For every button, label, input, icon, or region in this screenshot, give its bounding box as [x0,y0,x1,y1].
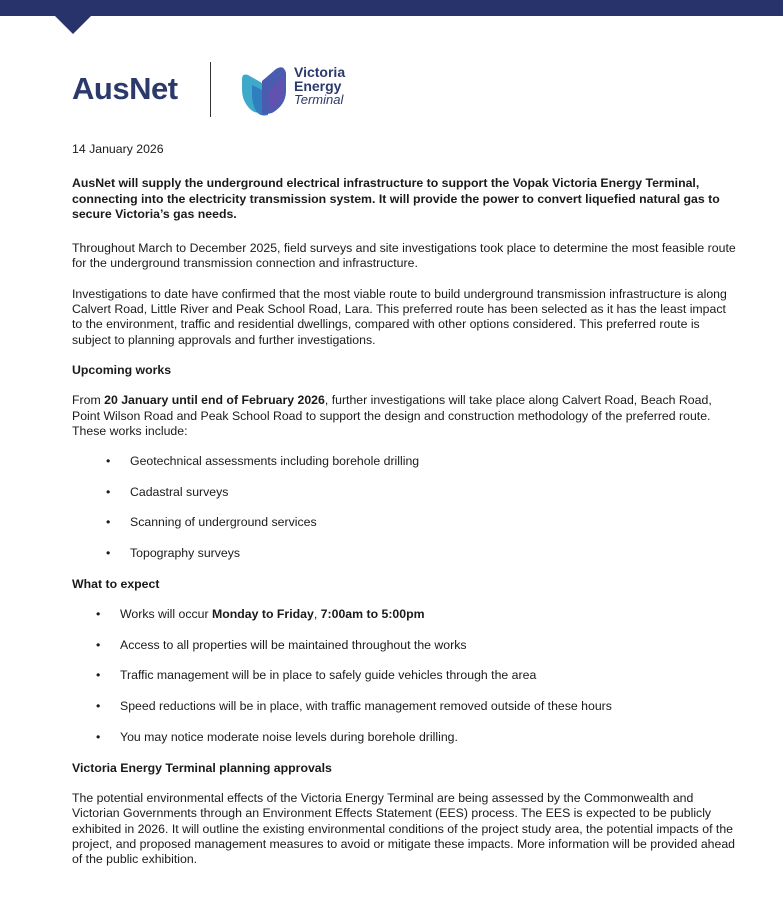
list-item [72,607,737,622]
heading-upcoming-works: Upcoming works [72,362,172,377]
list-item [72,546,737,561]
bullet-icon: • [96,668,101,683]
expect-days: Monday to Friday [212,607,314,622]
logo-line-energy: Energy [294,78,342,94]
logo-area [72,60,392,120]
list-item [72,668,737,683]
list-item [72,730,737,745]
paragraph-planning: The potential environmental effects of the Victoria Energy Terminal are being assessed by the Commonwealth and Victorian Governments through an Environment Effects Statement (EES) process. The EES is expected to be publicly exhibited in 2026. It will outline the existing environmental conditions of the project study area, the potential impacts of the project, and proposed management measures to avoid or mitigate these impacts. More information will be provided ahead of the public exhibition. [72,790,736,867]
list-item-text: Cadastral surveys [130,484,229,499]
heading-what-to-expect: What to expect [72,576,160,591]
list-item [72,699,737,714]
list-item [72,515,737,530]
heading-planning-approvals: Victoria Energy Terminal planning approvals [72,760,332,775]
bullet-icon: • [106,545,111,560]
paragraph-surveys: Throughout March to December 2025, field surveys and site investigations took place to determine the most feasible route for the underground transmission connection and infrastructure. [72,241,736,271]
list-item-text: Traffic management will be in place to safely guide vehicles through the area [120,668,537,683]
list-item [72,454,737,469]
victoria-energy-terminal-mark-icon [238,65,294,117]
list-item-text: You may notice moderate noise levels during borehole drilling. [120,729,458,744]
list-item [72,638,737,653]
list-item-text: Speed reductions will be in place, with traffic management removed outside of these hours [120,699,612,714]
header-bar [0,0,783,16]
list-item-text: Geotechnical assessments including borehole drilling [130,454,420,469]
paragraph-upcoming-works [72,393,737,439]
expect-text-mid: , [313,607,321,622]
list-item-text: Scanning of underground services [130,515,317,530]
lead-paragraph: AusNet will supply the underground electrical infrastructure to support the Vopak Victoria Energy Terminal, connecting into the electricity transmission system. It will provide the power to convert liquefied natural gas to secure Victoria’s gas needs. [72,176,720,221]
upcoming-dates: 20 January until end of February 2026 [104,393,325,408]
ausnet-logo: AusNet [72,71,178,106]
list-item-text: Topography surveys [130,545,241,560]
logo-line-terminal: Terminal [294,92,344,107]
bullet-icon: • [96,729,101,744]
header-notch [54,15,92,34]
bullet-icon: • [96,607,101,622]
bullet-icon: • [96,699,101,714]
logo-line-victoria: Victoria [294,64,346,80]
expect-hours: 7:00am to 5:00pm [320,607,425,622]
victoria-energy-terminal-logo [294,65,345,107]
letter-date: 14 January 2026 [72,142,164,156]
list-item-text: Access to all properties will be maintained throughout the works [120,637,467,652]
bullet-icon: • [106,484,111,499]
letter-body [72,142,737,882]
bullet-icon: • [96,637,101,652]
upcoming-text-pre: From [72,393,105,408]
logo-divider [210,62,211,117]
bullet-icon: • [106,454,111,469]
expect-list [72,607,737,744]
list-item [72,485,737,500]
works-list [72,454,737,561]
bullet-icon: • [106,515,111,530]
upcoming-text-post: , further investigations will take place along Calvert Road, Beach Road, Point Wilson Road and Peak School Road to support the design and construction methodology of the preferred route. These works include: [72,393,712,438]
expect-text-pre: Works will occur [120,607,213,622]
paragraph-route: Investigations to date have confirmed that the most viable route to build underground transmission infrastructure is along Calvert Road, Little River and Peak School Road, Lara. This preferred route has been selected as it has the least impact to the environment, traffic and residential dwellings, compared with other options considered. This preferred route is subject to planning approvals and further investigations. [72,286,727,347]
